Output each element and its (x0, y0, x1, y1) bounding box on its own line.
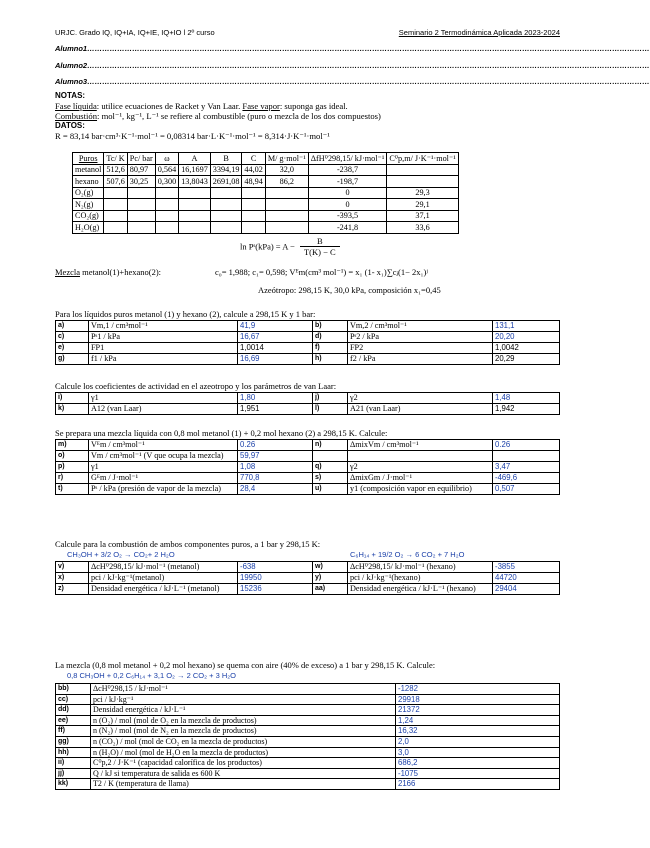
table-cell: 0,564 (155, 164, 178, 176)
table-cell: 29,3 (387, 187, 458, 199)
item-quantity: f2 / kPa (348, 354, 493, 365)
mixture-text: metanol(1)+hexano(2): (80, 267, 162, 277)
item-quantity: Gᴱm / J·mol⁻¹ (89, 473, 238, 484)
item-label: t) (56, 484, 89, 495)
item-label: dd) (56, 705, 91, 716)
item-label: ff) (56, 726, 91, 737)
mixture-label: Mezcla (55, 267, 81, 277)
item-value: -1282 (396, 684, 560, 695)
item-quantity: n (H₂O) / mol (mol de H₂O en la mezcla de productos) (91, 747, 396, 758)
antoine-fraction (300, 236, 340, 257)
item-quantity: ΔmixVm / cm³mol⁻¹ (348, 440, 493, 451)
notes-line-2 (55, 111, 560, 121)
item-label: hh) (56, 747, 91, 758)
section-1-table (55, 320, 560, 365)
table-row (56, 584, 560, 595)
item-quantity: Vm,1 / cm³mol⁻¹ (89, 321, 238, 332)
item-label: p) (56, 462, 89, 473)
data-title: DATOS: (55, 121, 85, 130)
item-label: u) (313, 484, 348, 495)
antoine-equation (240, 236, 340, 257)
item-label: w) (313, 562, 348, 573)
table-header: Puros (73, 153, 104, 165)
section-5-table (55, 683, 560, 790)
item-value: 20,29 (493, 354, 560, 365)
table-row (56, 484, 560, 495)
table-cell: 32,0 (265, 164, 308, 176)
item-value: 2,0 (396, 736, 560, 747)
table-cell: 37,1 (387, 210, 458, 222)
item-value: -638 (238, 562, 313, 573)
item-quantity: γ2 (348, 462, 493, 473)
section-1-intro: Para los líquidos puros metanol (1) y hexano (2), calcule a 298,15 K y 1 bar: (55, 309, 316, 319)
table-row (56, 736, 560, 747)
notes-title: NOTAS: (55, 91, 86, 100)
item-label: m) (56, 440, 89, 451)
table-cell: 44,02 (242, 164, 265, 176)
table-cell: metanol (73, 164, 104, 176)
item-quantity: C⁰p,2 / J·K⁻¹ (capacidad calorífica de los productos) (91, 758, 396, 769)
item-label: a) (56, 321, 89, 332)
item-label: k) (56, 404, 89, 415)
table-header: C (242, 153, 265, 165)
section-2-intro: Calcule los coeficientes de actividad en el azeotropo y los parámetros de van Laar: (55, 381, 337, 391)
item-label: q) (313, 462, 348, 473)
item-label: s) (313, 473, 348, 484)
item-value: 29918 (396, 694, 560, 705)
item-value: 686,2 (396, 758, 560, 769)
liquid-phase-text: : utilice ecuaciones de Racket y Van Laar. (96, 101, 243, 111)
item-value: 19950 (238, 573, 313, 584)
seminar-title: Seminario 2 Termodinámica Aplicada 2023-2024 (398, 28, 560, 37)
item-value: 1,48 (493, 393, 560, 404)
table-cell: N₂(g) (73, 199, 104, 211)
table-cell: 48,94 (242, 176, 265, 188)
item-value: 59,97 (238, 451, 313, 462)
item-quantity: ΔcH⁰298,15/ kJ·mol⁻¹ (hexano) (348, 562, 493, 573)
table-row (56, 404, 560, 415)
item-label: b) (313, 321, 348, 332)
item-value: 1,951 (238, 404, 313, 415)
item-value: 1,0042 (493, 343, 560, 354)
table-header: Pc/ bar (127, 153, 155, 165)
item-label: y) (313, 573, 348, 584)
mixture-line (55, 267, 161, 277)
table-row (56, 321, 560, 332)
table-cell: O₂(g) (73, 187, 104, 199)
table-cell: -393,5 (308, 210, 387, 222)
item-quantity: n (CO₂) / mol (mol de CO₂ en la mezcla de productos) (91, 736, 396, 747)
section-3-intro: Se prepara una mezcla líquida con 0,8 mol metanol (1) + 0,2 mol hexano (2) a 298,15 K. Calcule: (55, 428, 388, 438)
hexane-combustion-reaction: C₆H₁₄ + 19/2 O₂ → 6 CO₂ + 7 H₂O (350, 550, 465, 559)
item-quantity: y1 (composición vapor en equilibrio) (348, 484, 493, 495)
item-label: kk) (56, 779, 91, 790)
table-cell: 16,1697 (179, 164, 211, 176)
item-value: 21372 (396, 705, 560, 716)
item-label: f) (313, 343, 348, 354)
item-label: j) (313, 393, 348, 404)
item-value: 1,24 (396, 715, 560, 726)
table-cell: H₂O(g) (73, 222, 104, 234)
item-label: z) (56, 584, 89, 595)
table-cell: 0 (308, 199, 387, 211)
table-row (56, 332, 560, 343)
item-value: 1,0014 (238, 343, 313, 354)
student-1-line: Alumno1……………………………………………………………………………………………………………………………………………………………………………………………………… (55, 44, 650, 53)
table-row (56, 451, 560, 462)
item-label: o) (56, 451, 89, 462)
table-cell: -241,8 (308, 222, 387, 234)
item-label: aa) (313, 584, 348, 595)
pure-component-data-table (72, 152, 459, 234)
item-label: jj) (56, 768, 91, 779)
item-quantity: γ2 (348, 393, 493, 404)
table-header: ω (155, 153, 178, 165)
item-label: gg) (56, 736, 91, 747)
section-4-intro: Calcule para la combustión de ambos componentes puros, a 1 bar y 298,15 K: (55, 539, 321, 549)
methanol-combustion-reaction: CH₃OH + 3/2 O₂ → CO₂+ 2 H₂O (67, 550, 175, 559)
table-cell: 507,6 (104, 176, 127, 188)
table-row (73, 164, 459, 176)
item-value: 44720 (493, 573, 560, 584)
table-cell: 33,6 (387, 222, 458, 234)
section-3-table (55, 439, 560, 495)
item-value: 16,67 (238, 332, 313, 343)
section-2-table (55, 392, 560, 415)
item-quantity: pci / kJ·kg⁻¹ (91, 694, 396, 705)
item-quantity: Pˢ2 / kPa (348, 332, 493, 343)
table-row (73, 176, 459, 188)
item-label: ii) (56, 758, 91, 769)
table-row (56, 473, 560, 484)
table-row (56, 393, 560, 404)
table-row (73, 199, 459, 211)
table-row (73, 187, 459, 199)
item-quantity: Densidad energética / kJ·L⁻¹ (91, 705, 396, 716)
item-quantity: γ1 (89, 462, 238, 473)
section-4-table (55, 561, 560, 595)
table-cell (387, 176, 458, 188)
table-cell: 512,6 (104, 164, 127, 176)
item-value: 1,08 (238, 462, 313, 473)
item-value: -3855 (493, 562, 560, 573)
table-row (56, 705, 560, 716)
item-label: x) (56, 573, 89, 584)
table-cell: hexano (73, 176, 104, 188)
item-value: -1075 (396, 768, 560, 779)
table-row (56, 758, 560, 769)
table-row (56, 779, 560, 790)
table-cell: 80,97 (127, 164, 155, 176)
student-2-line: Alumno2……………………………………………………………………………………………………………………………………………………………………………………………………… (55, 61, 650, 70)
item-value: 0.26 (493, 440, 560, 451)
item-value: 20,20 (493, 332, 560, 343)
item-quantity: T2 / K (temperatura de llama) (91, 779, 396, 790)
item-value: 2166 (396, 779, 560, 790)
table-cell: 30,25 (127, 176, 155, 188)
student-3-line: Alumno3……………………………………………………………………………………………………………………………………………………………………………………………………… (55, 77, 650, 86)
item-quantity: Pˢ / kPa (presión de vapor de la mezcla) (89, 484, 238, 495)
table-row (56, 562, 560, 573)
item-quantity: FP1 (89, 343, 238, 354)
item-label: ee) (56, 715, 91, 726)
table-header: ΔfH⁰298,15/ kJ·mol⁻¹ (308, 153, 387, 165)
combustion-label: Combustión (55, 111, 98, 121)
notes-line-1 (55, 101, 560, 111)
item-quantity: ΔmixGm / J·mol⁻¹ (348, 473, 493, 484)
item-value: 0,507 (493, 484, 560, 495)
item-quantity: n (N₂) / mol (mol de N₂ en la mezcla de productos) (91, 726, 396, 737)
table-row (56, 768, 560, 779)
item-label: v) (56, 562, 89, 573)
table-row (56, 694, 560, 705)
table-header: C⁰p,m/ J·K⁻¹·mol⁻¹ (387, 153, 458, 165)
table-row (73, 210, 459, 222)
item-value: -469,6 (493, 473, 560, 484)
item-label: l) (313, 404, 348, 415)
table-row (73, 222, 459, 234)
item-quantity: ΔcH⁰298,15/ kJ·mol⁻¹ (metanol) (89, 562, 238, 573)
item-label: h) (313, 354, 348, 365)
page-header (55, 28, 560, 37)
table-header: M/ g·mol⁻¹ (265, 153, 308, 165)
item-quantity: ΔcH⁰298,15 / kJ·mol⁻¹ (91, 684, 396, 695)
item-label: bb) (56, 684, 91, 695)
table-cell: 29,1 (387, 199, 458, 211)
item-value: 770,8 (238, 473, 313, 484)
table-cell: CO₂(g) (73, 210, 104, 222)
vapor-phase-label: Fase vapor (242, 101, 280, 111)
item-value: 16,69 (238, 354, 313, 365)
liquid-phase-label: Fase líquida (55, 101, 97, 111)
table-header: B (210, 153, 242, 165)
item-label: cc) (56, 694, 91, 705)
antoine-lhs: ln Pˢ(kPa) = A − (240, 241, 295, 252)
table-cell: 0 (308, 187, 387, 199)
table-cell: 13,8043 (179, 176, 211, 188)
item-value: 3,0 (396, 747, 560, 758)
table-row (56, 462, 560, 473)
azeotrope-info: Azeótropo: 298,15 K, 30,0 kPa, composición x₁=0,45 (258, 285, 441, 295)
item-quantity: Vᴱm / cm³mol⁻¹ (89, 440, 238, 451)
course-label: URJC. Grado IQ, IQ+IA, IQ+IE, IQ+IO l 2º curso (55, 28, 215, 37)
item-quantity: Vm / cm³mol⁻¹ (V que ocupa la mezcla) (89, 451, 238, 462)
combustion-text: : mol⁻¹, kg⁻¹, L⁻¹ se refiere al combustible (puro o mezcla de los dos compuestos) (97, 111, 381, 121)
table-row (56, 715, 560, 726)
table-row (56, 726, 560, 737)
mixture-combustion-reaction: 0,8 CH₃OH + 0,2 C₆H₁₄ + 3,1 O₂ → 2 CO₂ + 3 H₂O (67, 671, 237, 680)
item-label: d) (313, 332, 348, 343)
table-header: Tc/ K (104, 153, 127, 165)
item-value: 3,47 (493, 462, 560, 473)
item-label: e) (56, 343, 89, 354)
item-value: 15236 (238, 584, 313, 595)
table-header: A (179, 153, 211, 165)
item-quantity: A21 (van Laar) (348, 404, 493, 415)
table-cell: 86,2 (265, 176, 308, 188)
notes-section (55, 91, 560, 141)
item-quantity: Q / kJ si temperatura de salida es 600 K (91, 768, 396, 779)
table-row (56, 573, 560, 584)
item-quantity: f1 / kPa (89, 354, 238, 365)
gas-constant: R = 83,14 bar·cm³·K⁻¹·mol⁻¹ = 0,08314 bar·L·K⁻¹·mol⁻¹ = 8,314·J·K⁻¹·mol⁻¹ (55, 131, 330, 141)
table-cell: -238,7 (308, 164, 387, 176)
table-row (56, 440, 560, 451)
item-quantity: pci / kJ·kg⁻¹(hexano) (348, 573, 493, 584)
item-label: g) (56, 354, 89, 365)
item-value: 0.26 (238, 440, 313, 451)
item-value: 1,80 (238, 393, 313, 404)
vapor-phase-text: : suponga gas ideal. (279, 101, 348, 111)
item-quantity: A12 (van Laar) (89, 404, 238, 415)
antoine-denominator: T(K) − C (303, 247, 336, 257)
item-quantity: γ1 (89, 393, 238, 404)
table-cell (387, 164, 458, 176)
item-label: n) (313, 440, 348, 451)
table-cell: -198,7 (308, 176, 387, 188)
item-quantity: Vm,2 / cm³mol⁻¹ (348, 321, 493, 332)
item-value: 41,9 (238, 321, 313, 332)
item-quantity: n (O₂) / mol (mol de O₂ en la mezcla de productos) (91, 715, 396, 726)
table-row (56, 747, 560, 758)
item-quantity: Pˢ1 / kPa (89, 332, 238, 343)
item-quantity: FP2 (348, 343, 493, 354)
item-label: r) (56, 473, 89, 484)
table-cell: 3394,19 (210, 164, 242, 176)
table-row (56, 684, 560, 695)
item-value: 131,1 (493, 321, 560, 332)
item-value: 16,32 (396, 726, 560, 737)
excess-volume-coefs: c₀= 1,988; c₁= 0,598; Vᴱm(cm³ mol⁻¹) = x₁ (1- x₁)∑cⱼ(1− 2x₁)ʲ (215, 267, 428, 277)
item-value: 28,4 (238, 484, 313, 495)
item-value: 29404 (493, 584, 560, 595)
item-quantity: pci / kJ·kg⁻¹(metanol) (89, 573, 238, 584)
table-cell: 0,300 (155, 176, 178, 188)
item-label: c) (56, 332, 89, 343)
section-5-intro: La mezcla (0,8 mol metanol + 0,2 mol hexano) se quema con aire (40% de exceso) a 1 bar y 298,15 K. Calcule: (55, 660, 436, 670)
table-row (56, 354, 560, 365)
item-label: i) (56, 393, 89, 404)
item-value: 1,942 (493, 404, 560, 415)
antoine-numerator: B (300, 236, 340, 247)
data-table-header (73, 153, 459, 165)
item-quantity: Densidad energética / kJ·L⁻¹ (hexano) (348, 584, 493, 595)
table-cell: 2691,08 (210, 176, 242, 188)
table-row (56, 343, 560, 354)
item-quantity: Densidad energética / kJ·L⁻¹ (metanol) (89, 584, 238, 595)
